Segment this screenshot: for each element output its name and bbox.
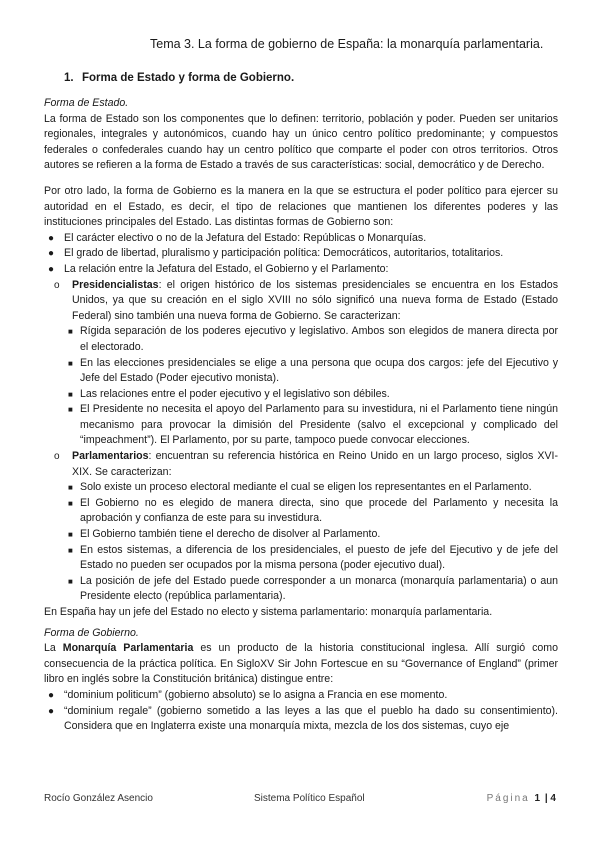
subsection-title-gobierno: Forma de Gobierno. (44, 626, 139, 639)
list-item: ● El grado de libertad, pluralismo y participación política: Democráticos, autoritarios, totalitarios. (44, 246, 558, 262)
square-bullet-icon: ■ (68, 358, 73, 368)
square-bullet-icon: ■ (68, 576, 73, 586)
paragraph-spain: En España hay un jefe del Estado no electo y sistema parlamentario: monarquía parlamentaria. (44, 606, 493, 618)
bullet-icon: ● (48, 705, 55, 717)
bullet-icon: ● (48, 232, 55, 244)
list-item: ■ Solo existe un proceso electoral mediante el cual se eligen los representantes en el Parlamento. (44, 480, 558, 496)
list-item: ● El carácter electivo o no de la Jefatura del Estado: Repúblicas o Monarquías. (44, 231, 558, 247)
presidencialistas-list (44, 324, 558, 449)
square-bullet-icon: ■ (68, 327, 73, 337)
list-item: ● “dominium regale” (gobierno sometido a las leyes a las que el pueblo ha dado su consentimiento). Considera que en Inglaterra existe una monarquía mixta, mezcla de los dos sistemas, cuyo eje (48, 704, 558, 733)
bullet-icon: ● (48, 248, 55, 260)
list-item: ■ En estos sistemas, a diferencia de los presidenciales, el puesto de jefe del Ejecutivo y de jefe del Estado no pueden ser ocupados por la misma persona (poder ejecutivo dual). (68, 543, 558, 572)
paragraph-forma-estado: La forma de Estado son los componentes que lo definen: territorio, población y poder. Pueden ser unitarios regionales, integrales y autonómicos, cuando hay un único centro político predominante; y compuestos federales o confederales cuando hay un centro político que comparte el poder con otros territorios. Otros autores se refieren a la forma de Estado a través de sus características: social, democrático y de Derecho. (44, 112, 558, 172)
presidencialistas-block (44, 278, 558, 325)
circle-bullet-icon: o (54, 279, 60, 291)
term-monarquia-parlamentaria: Monarquía Parlamentaria (62, 642, 194, 655)
list-item: ■ Las relaciones entre el poder ejecutivo y el legislativo son débiles. (44, 387, 558, 403)
list-item: ■ El Gobierno no es elegido de manera directa, sino que procede del Parlamento y necesita la aprobación y confianza de este para su investidura. (68, 496, 558, 525)
subsection-title-estado: Forma de Estado. (44, 97, 129, 109)
square-bullet-icon: ■ (68, 389, 73, 399)
list-item: ■ La posición de jefe del Estado puede corresponder a un monarca (monarquía parlamentaria) o aun Presidente electo (república parlamentaria). (68, 574, 558, 603)
list-item: ● La relación entre la Jefatura del Estado, el Gobierno y el Parlamento: (44, 262, 558, 278)
square-bullet-icon: ■ (68, 405, 73, 415)
square-bullet-icon: ■ (68, 530, 73, 540)
list-item: ● “dominium politicum” (gobierno absoluto) se lo asigna a Francia en ese momento. (44, 688, 558, 704)
footer-page-number: Página 1 | 4 (486, 793, 556, 804)
list-item: ■ El Gobierno también tiene el derecho de disolver al Parlamento. (44, 527, 558, 543)
document-body (44, 96, 558, 735)
dominium-list (44, 688, 558, 735)
square-bullet-icon: ■ (68, 545, 73, 555)
list-item: ■ Rígida separación de los poderes ejecutivo y legislativo. Ambos son elegidos de manera directa por el electorado. (68, 325, 558, 353)
square-bullet-icon: ■ (68, 483, 73, 493)
list-item: ■ En las elecciones presidenciales se elige a una persona que ocupa dos cargos: jefe del Ejecutivo y Jefe del Estado (Poder ejecutivo monista). (68, 356, 558, 385)
circle-bullet-icon: o (54, 451, 60, 463)
gobierno-forms-list (44, 231, 558, 278)
term-parlamentarios: Parlamentarios (72, 450, 149, 463)
paragraph-forma-gobierno-intro: Por otro lado, la forma de Gobierno es la manera en la que se estructura el poder político para ejercer su autoridad en el Estado, es decir, el tipo de relaciones que mantienen los diferentes poderes y las instituciones principales del Estado. Las distintas formas de Gobierno son: (44, 184, 558, 229)
footer-subject: Sistema Político Español (254, 793, 365, 804)
term-presidencialistas: Presidencialistas (72, 278, 159, 291)
list-item: ■ El Presidente no necesita el apoyo del Parlamento para su investidura, ni el Parlamento tiene ningún mecanismo para provocar la dimisión del Presidente (salvo el excepcional y complicado del “impeachment”). El Parlamento, por su parte, tampoco puede convocar elecciones. (68, 403, 558, 447)
section-number: 1. (64, 72, 74, 84)
footer-author: Rocío González Asencio (44, 793, 153, 804)
square-bullet-icon: ■ (68, 498, 73, 508)
parlamentarios-list (44, 480, 558, 605)
document-title: Tema 3. La forma de gobierno de España: la monarquía parlamentaria. (150, 37, 544, 51)
list-item-parlamentarios: o Parlamentarios: encuentran su referencia histórica en Reino Unido en un largo proceso, siglos XVI-XIX. Se caracterizan: (54, 450, 558, 478)
section-heading (64, 72, 294, 84)
paragraph-monarquia: La Monarquía Parlamentaria es un producto de la historia constitucional inglesa. Allí surgió como consecuencia de la práctica política. En SigloXV Sir John Fortescue en su “Governance of England” (primer libro en inglés sobre la Constitución británica) distingue entre: (44, 642, 558, 686)
bullet-icon: ● (48, 263, 55, 275)
section-heading-text: Forma de Estado y forma de Gobierno. (82, 72, 295, 84)
list-item-presidencialistas: o Presidencialistas: el origen histórico de los sistemas presidenciales se encuentra en los Estados Unidos, ya que su creación en el siglo XVIII no sólo significó una nueva forma de Estado (Estado Federal) sino también una nueva forma de Gobierno. Se caracterizan: (54, 278, 558, 322)
parlamentarios-block (44, 449, 558, 480)
bullet-icon: ● (48, 689, 55, 701)
